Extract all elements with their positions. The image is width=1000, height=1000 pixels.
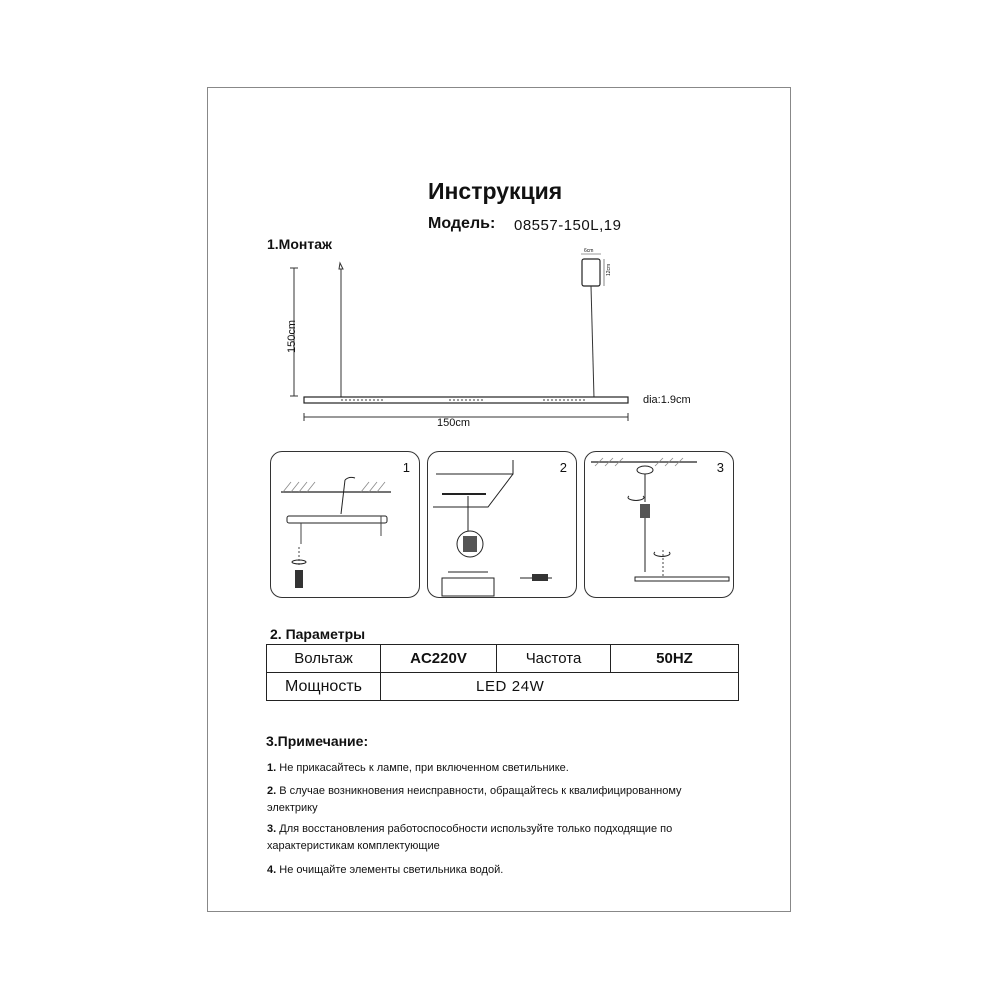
model-value: 08557-150L,19 xyxy=(514,217,622,234)
document-title: Инструкция xyxy=(428,178,563,204)
section-notes-heading: 3.Примечание: xyxy=(266,733,369,749)
step-3-illustration xyxy=(585,452,733,597)
note-4-text: Не очищайте элементы светильника водой. xyxy=(279,864,504,876)
voltage-label: Вольтаж xyxy=(267,645,381,673)
power-value: LED 24W xyxy=(381,673,739,701)
step-1-panel xyxy=(270,451,420,598)
step-3-number: 3 xyxy=(716,460,724,475)
frequency-label: Частота xyxy=(497,645,611,673)
note-1-number: 1. xyxy=(267,762,277,774)
instruction-sheet xyxy=(207,87,791,912)
note-2-text-cont: электрику xyxy=(267,802,318,814)
note-3 xyxy=(267,821,747,855)
step-2-panel xyxy=(427,451,577,598)
step-2-illustration xyxy=(428,452,576,597)
dimension-drawing xyxy=(208,88,792,448)
note-2 xyxy=(267,783,747,817)
section-parameters-heading: 2. Параметры xyxy=(270,626,366,642)
note-3-text: Для восстановления работоспособности используйте только подходящие по xyxy=(279,823,673,835)
note-1-text: Не прикасайтесь к лампе, при включенном светильнике. xyxy=(279,762,569,774)
led-dots-2 xyxy=(449,399,483,401)
height-dimension: 150cm xyxy=(286,319,298,353)
note-2-number: 2. xyxy=(267,785,277,797)
step-3-panel xyxy=(584,451,734,598)
note-3-text-cont: характеристикам комплектующие xyxy=(267,840,440,852)
note-3-number: 3. xyxy=(267,823,277,835)
canopy-width-dimension: 6cm xyxy=(584,248,594,254)
power-label: Мощность xyxy=(267,673,381,701)
note-4 xyxy=(267,862,747,879)
parameters-table xyxy=(266,644,739,701)
note-1 xyxy=(267,760,747,777)
note-2-text: В случае возникновения неисправности, обращайтесь к квалифицированному xyxy=(279,785,682,797)
note-4-number: 4. xyxy=(267,864,277,876)
step-1-number: 1 xyxy=(402,460,410,475)
table-row xyxy=(267,673,739,701)
frequency-value: 50HZ xyxy=(611,645,739,673)
width-dimension: 150cm xyxy=(437,417,471,429)
section-montage-heading: 1.Монтаж xyxy=(267,236,332,252)
voltage-value: AC220V xyxy=(381,645,497,673)
canopy-height-dimension: 12cm xyxy=(606,263,612,276)
step-1-illustration xyxy=(271,452,419,597)
step-2-number: 2 xyxy=(559,460,567,475)
model-label: Модель: xyxy=(428,215,496,232)
table-row xyxy=(267,645,739,673)
diameter-dimension: dia:1.9cm xyxy=(643,394,691,406)
